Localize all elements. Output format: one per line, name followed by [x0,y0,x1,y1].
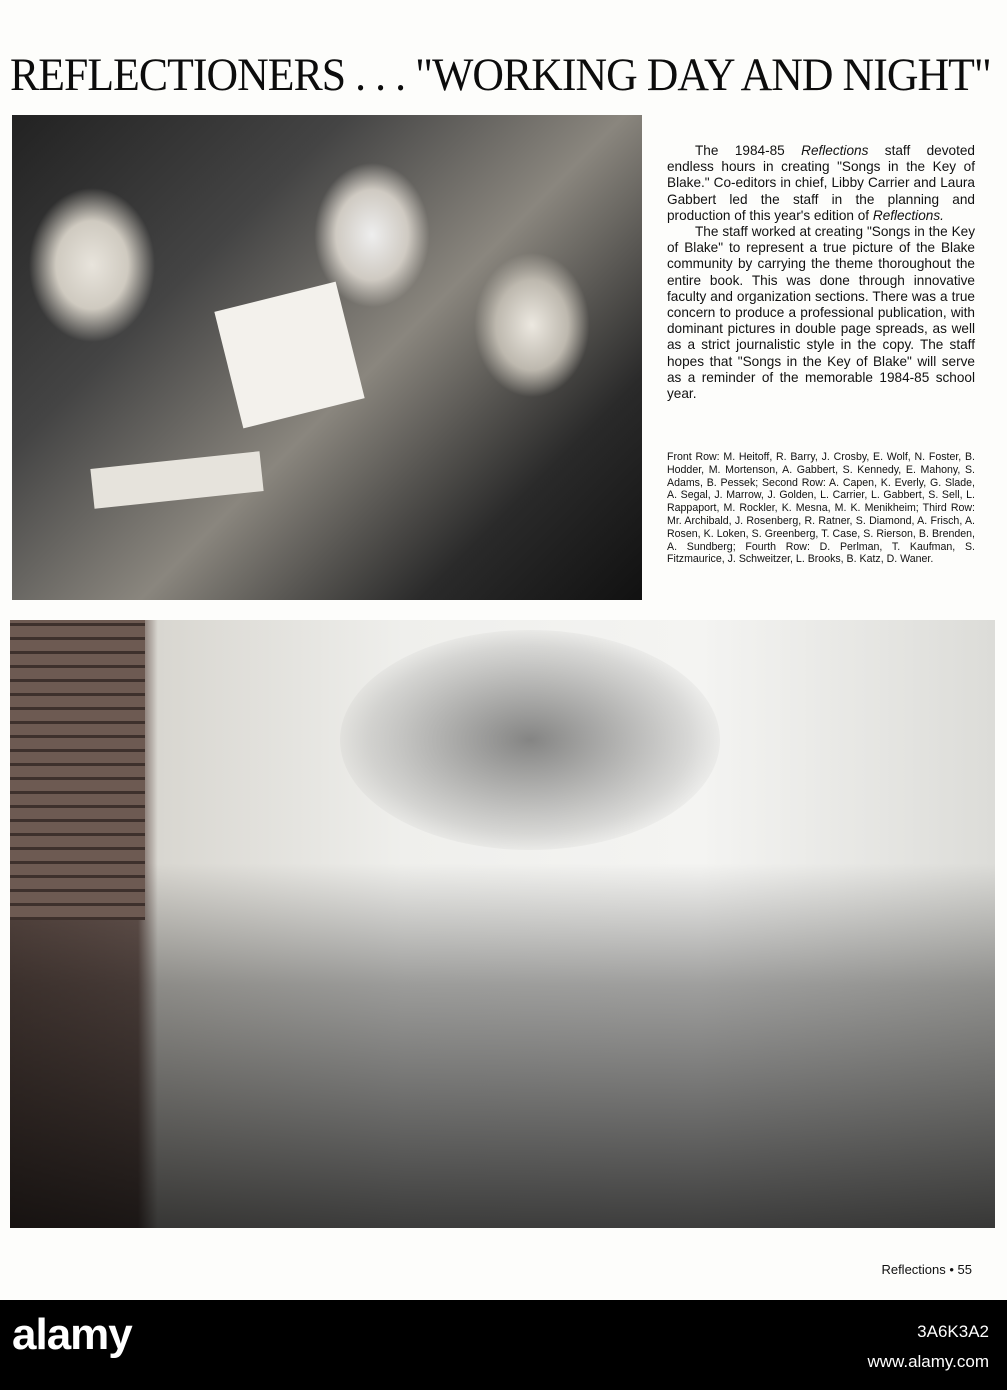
page-title: REFLECTIONERS . . . "WORKING DAY AND NIGHT" [10,49,991,101]
watermark-image-id: 3A6K3A2 [917,1322,989,1341]
staff-group-photo [10,620,995,1228]
photo-detail-paper [90,451,263,509]
staff-working-photo [12,115,642,600]
article-body [667,143,975,402]
photo-detail-card [214,282,364,429]
watermark-logo: alamy [12,1310,132,1359]
photo-caption: Front Row: M. Heitoff, R. Barry, J. Crosby, E. Wolf, N. Foster, B. Hodder, M. Mortenson, A. Gabbert, S. Kennedy, E. Mahony, S. Adams, B. Pessek; Second Row: A. Capen, K. Everly, G. Slade, A. Segal, J. Marrow, J. Golden, L. Carrier, L. Gabbert, S. Sell, L. Rappaport, M. Rockler, K. Mesna, M. K. Menikheim; Third Row: Mr. Archibald, J. Rosenberg, R. Ratner, S. Diamond, A. Frisch, A. Rosen, K. Loken, S. Greenberg, T. Case, S. Rierson, B. Brenden, A. Sundberg; Fourth Row: D. Perlman, T. Kaufman, S. Fitzmaurice, J. Schweitzer, L. Brooks, B. Katz, D. Waner. [667,451,975,566]
page-footer: Reflections • 55 [881,1262,972,1277]
text-run: staff devoted endless hours in creating "Songs in the Key of Blake." Co-editors in chief, Libby Carrier and Laura Gabbert led the staff in the planning and production of this year's edition of [667,143,975,223]
brick-wall [10,620,145,920]
article-paragraph-1 [667,143,975,224]
publication-name: Reflections. [872,207,944,223]
article-paragraph-2: The staff worked at creating "Songs in the Key of Blake" to represent a true picture of the Blake community by carrying the theme thoroughout the entire book. This was done through innovative faculty and organization sections. There was a true concern to produce a professional publication, with dominant pictures in double page spreads, as well as a strict journalistic style in the copy. The staff hopes that "Songs in the Key of Blake" will serve as a reminder of the memorable 1984-85 school year. [667,224,975,402]
text-run: The 1984-85 [695,143,802,158]
tree [340,630,720,850]
watermark-url: www.alamy.com [867,1352,989,1371]
publication-name: Reflections [801,143,869,158]
watermark-band [0,1300,1007,1390]
